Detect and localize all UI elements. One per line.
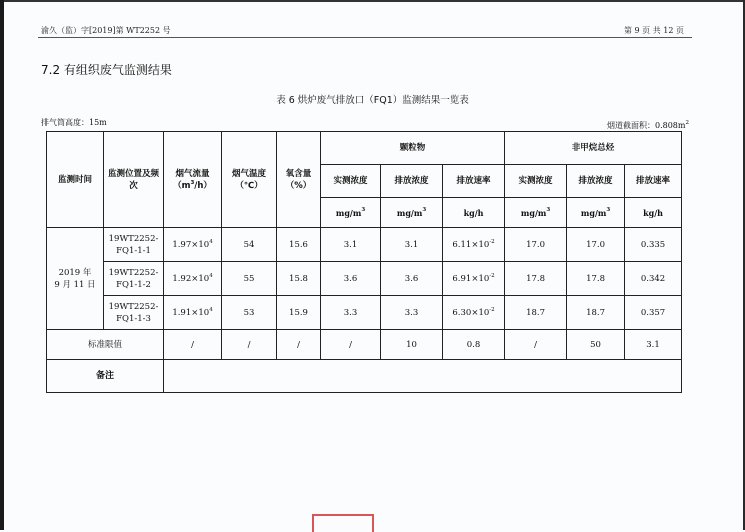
limit-p-measured: / bbox=[321, 330, 381, 360]
header-oxygen bbox=[277, 132, 321, 228]
header-flow-unit-b: /h） bbox=[194, 180, 212, 191]
unit-mg-text: mg/m bbox=[335, 207, 362, 218]
header-nmhc: 非甲烷总烃 bbox=[505, 132, 682, 165]
section-title: 7.2 有组织废气监测结果 bbox=[41, 63, 172, 77]
unit-p-measured bbox=[321, 198, 381, 228]
p-rate-cell bbox=[443, 262, 505, 296]
location-cell bbox=[104, 262, 164, 296]
limit-p-emission: 10 bbox=[381, 330, 443, 360]
header-p-measured: 实测浓度 bbox=[321, 165, 381, 198]
n-emission-cell: 17.8 bbox=[567, 262, 625, 296]
p-rate-exp: -2 bbox=[489, 272, 495, 279]
flow-cell bbox=[164, 296, 222, 330]
location-cell bbox=[104, 228, 164, 262]
unit-mg-text: mg/m bbox=[580, 207, 607, 218]
temp-cell: 53 bbox=[222, 296, 277, 330]
limit-temp: / bbox=[222, 330, 277, 360]
limit-label: 标准限值 bbox=[47, 330, 164, 360]
flow-value: 1.97×10 bbox=[172, 239, 210, 250]
limit-flow: / bbox=[164, 330, 222, 360]
location-line1: 19WT2252- bbox=[108, 301, 159, 312]
p-emission-cell: 3.1 bbox=[381, 228, 443, 262]
date-year: 2019 年 bbox=[58, 267, 92, 278]
n-emission-cell: 18.7 bbox=[567, 296, 625, 330]
header-row-1 bbox=[47, 132, 682, 165]
oxygen-cell: 15.6 bbox=[277, 228, 321, 262]
header-n-emission: 排放浓度 bbox=[567, 165, 625, 198]
remarks-row bbox=[47, 360, 682, 393]
scan-edge-top bbox=[0, 0, 745, 2]
header-divider bbox=[38, 37, 692, 38]
unit-p-emission bbox=[381, 198, 443, 228]
unit-n-emission bbox=[567, 198, 625, 228]
unit-mg-text: mg/m bbox=[396, 207, 423, 218]
location-line2: FQ1-1-2 bbox=[116, 279, 151, 290]
header-flow-unit-exp: 3 bbox=[190, 179, 195, 186]
flow-value: 1.92×10 bbox=[172, 273, 210, 284]
flue-area-exponent: 2 bbox=[685, 120, 689, 126]
p-rate-cell bbox=[443, 296, 505, 330]
limit-n-measured: / bbox=[505, 330, 567, 360]
p-measured-cell: 3.1 bbox=[321, 228, 381, 262]
limit-n-rate: 3.1 bbox=[625, 330, 682, 360]
p-rate-value: 6.91×10 bbox=[452, 273, 490, 284]
header-location: 监测位置及频次 bbox=[104, 132, 164, 228]
results-table bbox=[46, 131, 682, 393]
location-line1: 19WT2252- bbox=[108, 267, 159, 278]
header-p-emission: 排放浓度 bbox=[381, 165, 443, 198]
header-temp bbox=[222, 132, 277, 228]
remarks-value bbox=[164, 360, 682, 393]
stack-height-note: 排气筒高度：15m bbox=[41, 118, 107, 127]
location-line1: 19WT2252- bbox=[108, 233, 159, 244]
location-line2: FQ1-1-3 bbox=[116, 313, 151, 324]
limit-row bbox=[47, 330, 682, 360]
p-emission-cell: 3.3 bbox=[381, 296, 443, 330]
header-oxygen-unit: （%） bbox=[285, 180, 312, 191]
n-rate-cell: 0.342 bbox=[625, 262, 682, 296]
seal-stamp bbox=[312, 514, 374, 532]
flow-cell bbox=[164, 262, 222, 296]
date-day: 9 月 11 日 bbox=[54, 279, 96, 290]
header-flow-label: 烟气流量 bbox=[175, 168, 210, 179]
p-measured-cell: 3.3 bbox=[321, 296, 381, 330]
location-cell bbox=[104, 296, 164, 330]
unit-mg-text: mg/m bbox=[520, 207, 547, 218]
remarks-label: 备注 bbox=[47, 360, 164, 393]
flue-area-note bbox=[607, 120, 689, 131]
doc-number: 渝久（监）字[2019]第 WT2252 号 bbox=[41, 26, 171, 35]
temp-cell: 55 bbox=[222, 262, 277, 296]
oxygen-cell: 15.8 bbox=[277, 262, 321, 296]
unit-n-rate: kg/h bbox=[625, 198, 682, 228]
header-n-measured: 实测浓度 bbox=[505, 165, 567, 198]
flue-area-text: 烟道截面积：0.808m bbox=[607, 121, 686, 130]
unit-p-rate: kg/h bbox=[443, 198, 505, 228]
header-time: 监测时间 bbox=[47, 132, 104, 228]
unit-mg-exp: 3 bbox=[422, 206, 427, 213]
p-emission-cell: 3.6 bbox=[381, 262, 443, 296]
p-rate-value: 6.11×10 bbox=[452, 239, 490, 250]
table-row bbox=[47, 262, 682, 296]
unit-mg-exp: 3 bbox=[606, 206, 611, 213]
temp-cell: 54 bbox=[222, 228, 277, 262]
flow-exp: 4 bbox=[209, 272, 213, 279]
date-cell bbox=[47, 228, 104, 330]
n-measured-cell: 18.7 bbox=[505, 296, 567, 330]
p-rate-value: 6.30×10 bbox=[452, 307, 490, 318]
scan-edge-left bbox=[0, 0, 4, 530]
n-measured-cell: 17.0 bbox=[505, 228, 567, 262]
p-measured-cell: 3.6 bbox=[321, 262, 381, 296]
flow-value: 1.91×10 bbox=[172, 307, 210, 318]
table-caption: 表 6 烘炉废气排放口（FQ1）监测结果一览表 bbox=[276, 95, 469, 106]
page-info: 第 9 页 共 12 页 bbox=[624, 26, 684, 35]
p-rate-cell bbox=[443, 228, 505, 262]
limit-n-emission: 50 bbox=[567, 330, 625, 360]
n-emission-cell: 17.0 bbox=[567, 228, 625, 262]
location-line2: FQ1-1-1 bbox=[116, 245, 151, 256]
unit-n-measured bbox=[505, 198, 567, 228]
limit-p-rate: 0.8 bbox=[443, 330, 505, 360]
table-row bbox=[47, 228, 682, 262]
n-rate-cell: 0.335 bbox=[625, 228, 682, 262]
header-p-rate: 排放速率 bbox=[443, 165, 505, 198]
n-rate-cell: 0.357 bbox=[625, 296, 682, 330]
unit-mg-exp: 3 bbox=[546, 206, 551, 213]
table-row bbox=[47, 296, 682, 330]
flow-cell bbox=[164, 228, 222, 262]
header-temp-label: 烟气温度 bbox=[231, 168, 266, 179]
header-particulate: 颗粒物 bbox=[321, 132, 505, 165]
header-n-rate: 排放速率 bbox=[625, 165, 682, 198]
oxygen-cell: 15.9 bbox=[277, 296, 321, 330]
flow-exp: 4 bbox=[209, 306, 213, 313]
header-temp-unit: （℃） bbox=[235, 180, 263, 191]
n-measured-cell: 17.8 bbox=[505, 262, 567, 296]
flow-exp: 4 bbox=[209, 238, 213, 245]
unit-mg-exp: 3 bbox=[361, 206, 366, 213]
limit-oxygen: / bbox=[277, 330, 321, 360]
header-flow-unit-a: （m bbox=[173, 180, 191, 191]
p-rate-exp: -2 bbox=[489, 306, 495, 313]
p-rate-exp: -2 bbox=[489, 238, 495, 245]
header-oxygen-label: 氧含量 bbox=[285, 168, 312, 179]
header-flow bbox=[164, 132, 222, 228]
